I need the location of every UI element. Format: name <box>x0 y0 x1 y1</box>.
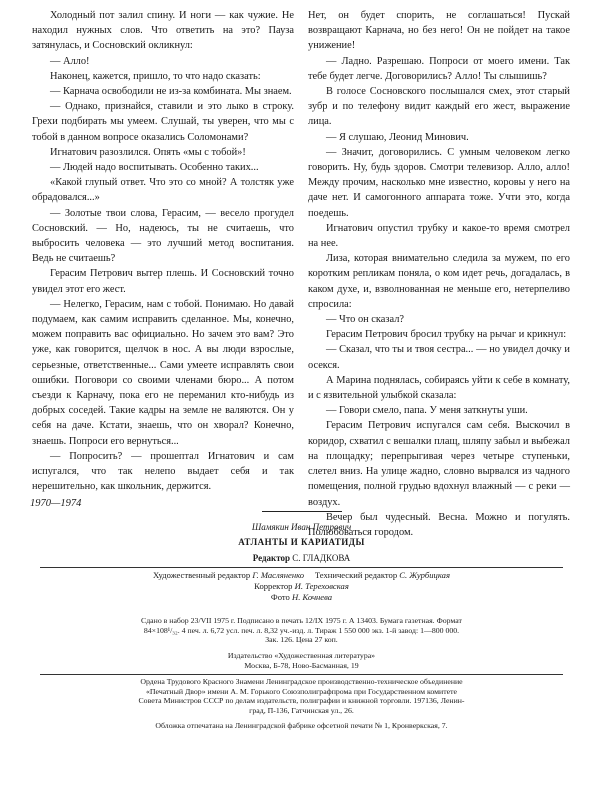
paragraph: Игнатович опустил трубку и какое-то время смотрел на нее. <box>308 222 570 250</box>
colophon-editor <box>40 553 563 564</box>
paragraph: — Ладно. Разрешаю. Попроси от моего имени. Так тебе будет легче. Договорились? Алло! Ты слышишь? <box>308 55 570 82</box>
cover-line: Обложка отпечатана на Ленинградской фабрике офсетной печати № 1, Кронверкская, 7. <box>155 721 448 730</box>
print-line: 84×108¹/₃₂. 4 печ. л. 6,72 усл. печ. л. 8,32 уч.-изд. л. Тираж 1 550 000 экз. 1-й завод: 1—800 000. <box>143 625 460 635</box>
cover-info <box>40 721 563 731</box>
printer-info <box>40 677 563 715</box>
paragraph: — Золотые твои слова, Герасим, — весело прогудел Сосновский. — Но, надеюсь, ты не считаешь, что выбросить человека — это лучший метод воспитания. Ведь не считаешь? <box>32 207 294 265</box>
print-line: Зак. 126. Цена 27 коп. <box>265 635 338 645</box>
paragraph: — Алло! <box>50 55 90 67</box>
publisher-address: Москва, Б-78, Ново-Басманная, 19 <box>244 660 359 670</box>
print-data <box>40 616 563 645</box>
paragraph: Вечер был чудесный. Весна. Можно и погулять. Полюбоваться городом. <box>308 511 570 538</box>
printer-line: «Печатный Двор» имени А. М. Горького Союзполиграфпрома при Государственном комитете <box>146 686 457 696</box>
paragraph: Игнатович разозлился. Опять «мы с тобой»! <box>50 146 246 158</box>
paragraph: — Говори смело, папа. У меня заткнуты уши. <box>326 405 528 417</box>
editor-name: С. ГЛАДКОВА <box>292 553 351 563</box>
tech-editor: С. Журбицкая <box>399 570 450 580</box>
editors-line <box>40 570 563 581</box>
photographer: Н. Кочнева <box>291 592 333 602</box>
photo-label: Фото <box>270 592 290 602</box>
printer-line: Совета Министров СССР по делам издательств, полиграфии и книжной торговли. 197136, Ленин- <box>138 696 465 706</box>
print-line: Сдано в набор 23/VII 1975 г. Подписано в печать 12/IX 1975 г. А 13403. Бумага газетная. Формат <box>141 616 462 625</box>
publisher-info <box>40 651 563 670</box>
paragraph: Герасим Петрович вытер плешь. И Сосновский точно увидел этот его жест. <box>32 268 294 295</box>
paragraph: — Карнача освободили не из-за комбината. Мы знаем. <box>50 86 292 98</box>
printer-line: Ордена Трудового Красного Знамени Ленинградское производственно-техническое объединение <box>140 677 463 686</box>
right-column <box>308 8 570 540</box>
paragraph: — Я слушаю, Леонид Минович. <box>326 131 469 143</box>
art-editor: Г. Масляненко <box>252 570 305 580</box>
tech-editor-label: Технический редактор <box>314 570 398 580</box>
divider <box>40 674 563 675</box>
paragraph: В голосе Сосновского послышался смех, этот старый зубр и по телефону видит каждый его жест, выражение лица. <box>308 86 570 128</box>
paragraph: — Значит, договорились. С умным человеком легко говорить. Ну, будь здоров. Смотри телевизор. Алло, алло! Между прочим, насколько мне известно, коровы у него на даче нет. И самогонного аппарата тоже. Учти это, когда поедешь. <box>308 146 570 219</box>
paragraph: Нет, он будет спорить, не соглашаться! Пускай возвращают Карнача, но без него! Он не пойдет на такое унижение! <box>308 10 570 52</box>
paragraph: А Марина поднялась, собираясь уйти к себе в комнату, и с язвительной улыбкой сказала: <box>308 374 570 402</box>
proofreader: И. Тереховская <box>294 581 349 591</box>
left-column <box>32 8 294 495</box>
divider <box>262 511 342 512</box>
proof-label: Корректор <box>254 581 293 591</box>
paragraph: — Людей надо воспитывать. Особенно таких... <box>50 162 259 174</box>
writing-dates: 1970—1974 <box>30 498 82 509</box>
art-editor-label: Художественный редактор <box>153 570 251 580</box>
divider <box>40 567 563 568</box>
paragraph: Холодный пот залил спину. И ноги — как чужие. Не находил нужных слов. Что ответить на это? Пауза затянулась, и Сосновский окликнул: <box>32 10 294 52</box>
editor-label: Редактор <box>252 553 291 563</box>
paragraph: — Сказал, что ты и твоя сестра... — но увидел дочку и осекся. <box>308 344 570 371</box>
colophon-title: АТЛАНТЫ И КАРИАТИДЫ <box>238 537 365 547</box>
paragraph: Герасим Петрович испугался сам себя. Выскочил в коридор, схватил с вешалки плащ, шляпу забыл и выбежал на площадку; перепрыгивая через четыре ступеньки, слетел вниз. На улице жадно, словно вырвался из чадного помещения, полной грудью вдохнул влажный — с реки — воздух. <box>308 420 570 508</box>
printer-line: град, П-136, Гатчинская ул., 26. <box>249 705 354 715</box>
proof-line <box>40 581 563 592</box>
paragraph: — Однако, признайся, ставили и это лыко в строку. Грехи подбирать мы умеем. Слушай, ты уверен, что мы с тобой в данном вопросе оказались Соломонами? <box>32 101 294 143</box>
publisher-name: Издательство «Художественная литература» <box>227 651 376 660</box>
paragraph: Герасим Петрович бросил трубку на рычаг и крикнул: <box>326 329 567 341</box>
staff-credits <box>40 570 563 603</box>
paragraph: — Что он сказал? <box>326 314 405 326</box>
photo-line <box>40 592 563 603</box>
paragraph: Наконец, кажется, пришло, то что надо сказать: <box>50 70 261 82</box>
paragraph: — Нелегко, Герасим, нам с тобой. Понимаю. Но давай подумаем, как самим исправить сделанное. Мы, конечно, можем поправить вас официально. Но зачем это вам? Это уже, как говорится, щелчок в нос. А вы люди взрослые, серьезные, ответственные... Сами умеете исправлять свои ошибки. Поговори со своими членами бюро... А потом съезди к Карначу, пока его не переманил кто-нибудь из добрых соседей. Такие кадры на земле не валяются. Он у себя на даче. Кстати, знаешь, что он хворал? Конечно, знаешь. Попроси его вернуться... <box>32 298 294 447</box>
colophon-author: Шамякин Иван Петрович <box>251 522 352 532</box>
paragraph: Лиза, которая внимательно следила за мужем, по его коротким репликам поняла, о ком идет речь, догадалась, в каком духе, и, взволнованная не меньше его, нетерпеливо спросила: <box>308 253 570 310</box>
paragraph: «Какой глупый ответ. Что это со мной? А толстяк уже обрадовался...» <box>32 177 294 204</box>
paragraph: — Попросить? — прошептал Игнатович и сам испугался, что так нелепо выдает себя и так нерешительно, как школьник, держится. <box>32 450 294 493</box>
